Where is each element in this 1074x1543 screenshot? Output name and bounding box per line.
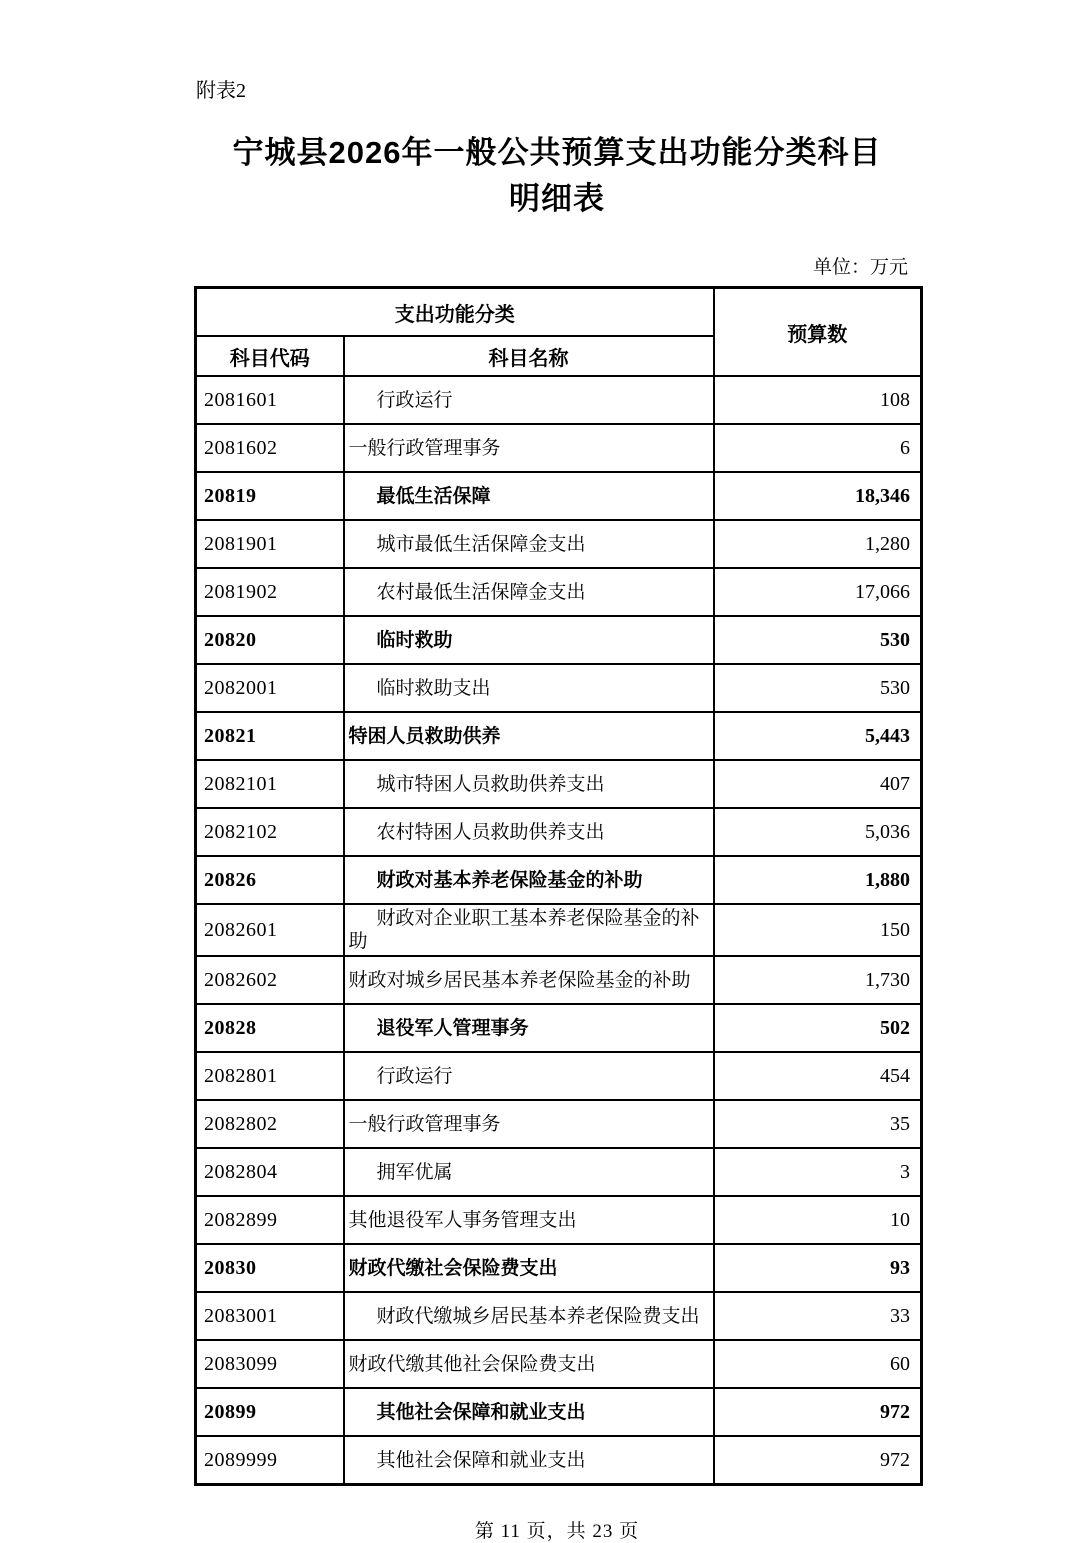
table-row xyxy=(196,568,922,616)
subject-code-cell: 20830 xyxy=(196,1244,344,1292)
table-row xyxy=(196,1292,922,1340)
subject-name-cell: 财政代缴其他社会保险费支出 xyxy=(344,1340,714,1388)
subject-name-cell: 最低生活保障 xyxy=(344,472,714,520)
subject-name-cell: 临时救助 xyxy=(344,616,714,664)
budget-value-cell: 5,036 xyxy=(714,808,922,856)
page-title xyxy=(194,0,920,222)
subject-code-cell: 20820 xyxy=(196,616,344,664)
subject-name-cell: 财政对企业职工基本养老保险基金的补助 xyxy=(344,904,714,956)
header-subject-name: 科目名称 xyxy=(344,336,714,376)
subject-name-cell: 一般行政管理事务 xyxy=(344,424,714,472)
subject-code-cell: 2082102 xyxy=(196,808,344,856)
header-subject-code: 科目代码 xyxy=(196,336,344,376)
budget-value-cell: 530 xyxy=(714,616,922,664)
table-row xyxy=(196,1004,922,1052)
subject-code-cell: 20828 xyxy=(196,1004,344,1052)
budget-value-cell: 972 xyxy=(714,1388,922,1436)
table-row xyxy=(196,1052,922,1100)
subject-name-cell: 行政运行 xyxy=(344,376,714,424)
subject-code-cell: 2082001 xyxy=(196,664,344,712)
page-title-line1: 宁城县2026年一般公共预算支出功能分类科目 xyxy=(232,135,882,170)
table-row xyxy=(196,956,922,1004)
budget-value-cell: 1,280 xyxy=(714,520,922,568)
subject-code-cell: 2081602 xyxy=(196,424,344,472)
subject-code-cell: 2081901 xyxy=(196,520,344,568)
table-row xyxy=(196,760,922,808)
budget-value-cell: 530 xyxy=(714,664,922,712)
subject-code-cell: 2082804 xyxy=(196,1148,344,1196)
budget-value-cell: 1,730 xyxy=(714,956,922,1004)
budget-value-cell: 33 xyxy=(714,1292,922,1340)
table-row xyxy=(196,1388,922,1436)
table-row xyxy=(196,1436,922,1485)
budget-table xyxy=(194,286,923,1486)
subject-name-cell: 财政对城乡居民基本养老保险基金的补助 xyxy=(344,956,714,1004)
table-row xyxy=(196,712,922,760)
table-row xyxy=(196,1340,922,1388)
table-row xyxy=(196,1100,922,1148)
budget-value-cell: 60 xyxy=(714,1340,922,1388)
table-row xyxy=(196,1244,922,1292)
subject-name-cell: 财政对基本养老保险基金的补助 xyxy=(344,856,714,904)
table-row xyxy=(196,424,922,472)
subject-code-cell: 2083001 xyxy=(196,1292,344,1340)
subject-name-cell: 临时救助支出 xyxy=(344,664,714,712)
subject-name-cell: 城市特困人员救助供养支出 xyxy=(344,760,714,808)
page-title-line2: 明细表 xyxy=(509,181,605,216)
table-row xyxy=(196,1196,922,1244)
table-row xyxy=(196,856,922,904)
subject-code-cell: 2082101 xyxy=(196,760,344,808)
subject-name-cell: 财政代缴社会保险费支出 xyxy=(344,1244,714,1292)
budget-value-cell: 10 xyxy=(714,1196,922,1244)
unit-label: 单位：万元 xyxy=(812,257,908,278)
subject-code-cell: 20819 xyxy=(196,472,344,520)
subject-name-cell: 农村最低生活保障金支出 xyxy=(344,568,714,616)
budget-value-cell: 18,346 xyxy=(714,472,922,520)
attachment-label: 附表2 xyxy=(196,80,246,102)
table-row xyxy=(196,808,922,856)
table-row xyxy=(196,904,922,956)
table-row xyxy=(196,472,922,520)
subject-name-cell: 一般行政管理事务 xyxy=(344,1100,714,1148)
subject-code-cell: 20899 xyxy=(196,1388,344,1436)
budget-value-cell: 35 xyxy=(714,1100,922,1148)
subject-name-cell: 农村特困人员救助供养支出 xyxy=(344,808,714,856)
subject-code-cell: 2081601 xyxy=(196,376,344,424)
budget-value-cell: 502 xyxy=(714,1004,922,1052)
budget-value-cell: 3 xyxy=(714,1148,922,1196)
subject-name-cell: 拥军优属 xyxy=(344,1148,714,1196)
table-row xyxy=(196,616,922,664)
subject-code-cell: 20821 xyxy=(196,712,344,760)
budget-value-cell: 150 xyxy=(714,904,922,956)
subject-code-cell: 2082899 xyxy=(196,1196,344,1244)
subject-name-cell: 其他社会保障和就业支出 xyxy=(344,1436,714,1485)
table-row xyxy=(196,1148,922,1196)
budget-value-cell: 1,880 xyxy=(714,856,922,904)
budget-value-cell: 17,066 xyxy=(714,568,922,616)
document-page xyxy=(194,0,920,1543)
budget-value-cell: 5,443 xyxy=(714,712,922,760)
subject-code-cell: 2082601 xyxy=(196,904,344,956)
budget-table-body xyxy=(196,376,922,1485)
budget-value-cell: 93 xyxy=(714,1244,922,1292)
budget-value-cell: 407 xyxy=(714,760,922,808)
subject-code-cell: 2083099 xyxy=(196,1340,344,1388)
subject-name-cell: 财政代缴城乡居民基本养老保险费支出 xyxy=(344,1292,714,1340)
budget-value-cell: 972 xyxy=(714,1436,922,1485)
subject-name-cell: 其他退役军人事务管理支出 xyxy=(344,1196,714,1244)
table-row xyxy=(196,520,922,568)
table-row xyxy=(196,664,922,712)
subject-code-cell: 2082802 xyxy=(196,1100,344,1148)
subject-code-cell: 2089999 xyxy=(196,1436,344,1485)
subject-name-cell: 退役军人管理事务 xyxy=(344,1004,714,1052)
subject-name-cell: 其他社会保障和就业支出 xyxy=(344,1388,714,1436)
subject-code-cell: 20826 xyxy=(196,856,344,904)
table-row xyxy=(196,376,922,424)
header-budget-amount: 预算数 xyxy=(714,288,922,377)
subject-name-cell: 行政运行 xyxy=(344,1052,714,1100)
subject-name-cell: 特困人员救助供养 xyxy=(344,712,714,760)
budget-value-cell: 108 xyxy=(714,376,922,424)
subject-code-cell: 2081902 xyxy=(196,568,344,616)
subject-name-cell: 城市最低生活保障金支出 xyxy=(344,520,714,568)
subject-code-cell: 2082602 xyxy=(196,956,344,1004)
header-expenditure-function-group: 支出功能分类 xyxy=(196,288,714,337)
budget-value-cell: 454 xyxy=(714,1052,922,1100)
budget-value-cell: 6 xyxy=(714,424,922,472)
page-indicator: 第 11 页，共 23 页 xyxy=(474,1521,640,1542)
subject-code-cell: 2082801 xyxy=(196,1052,344,1100)
